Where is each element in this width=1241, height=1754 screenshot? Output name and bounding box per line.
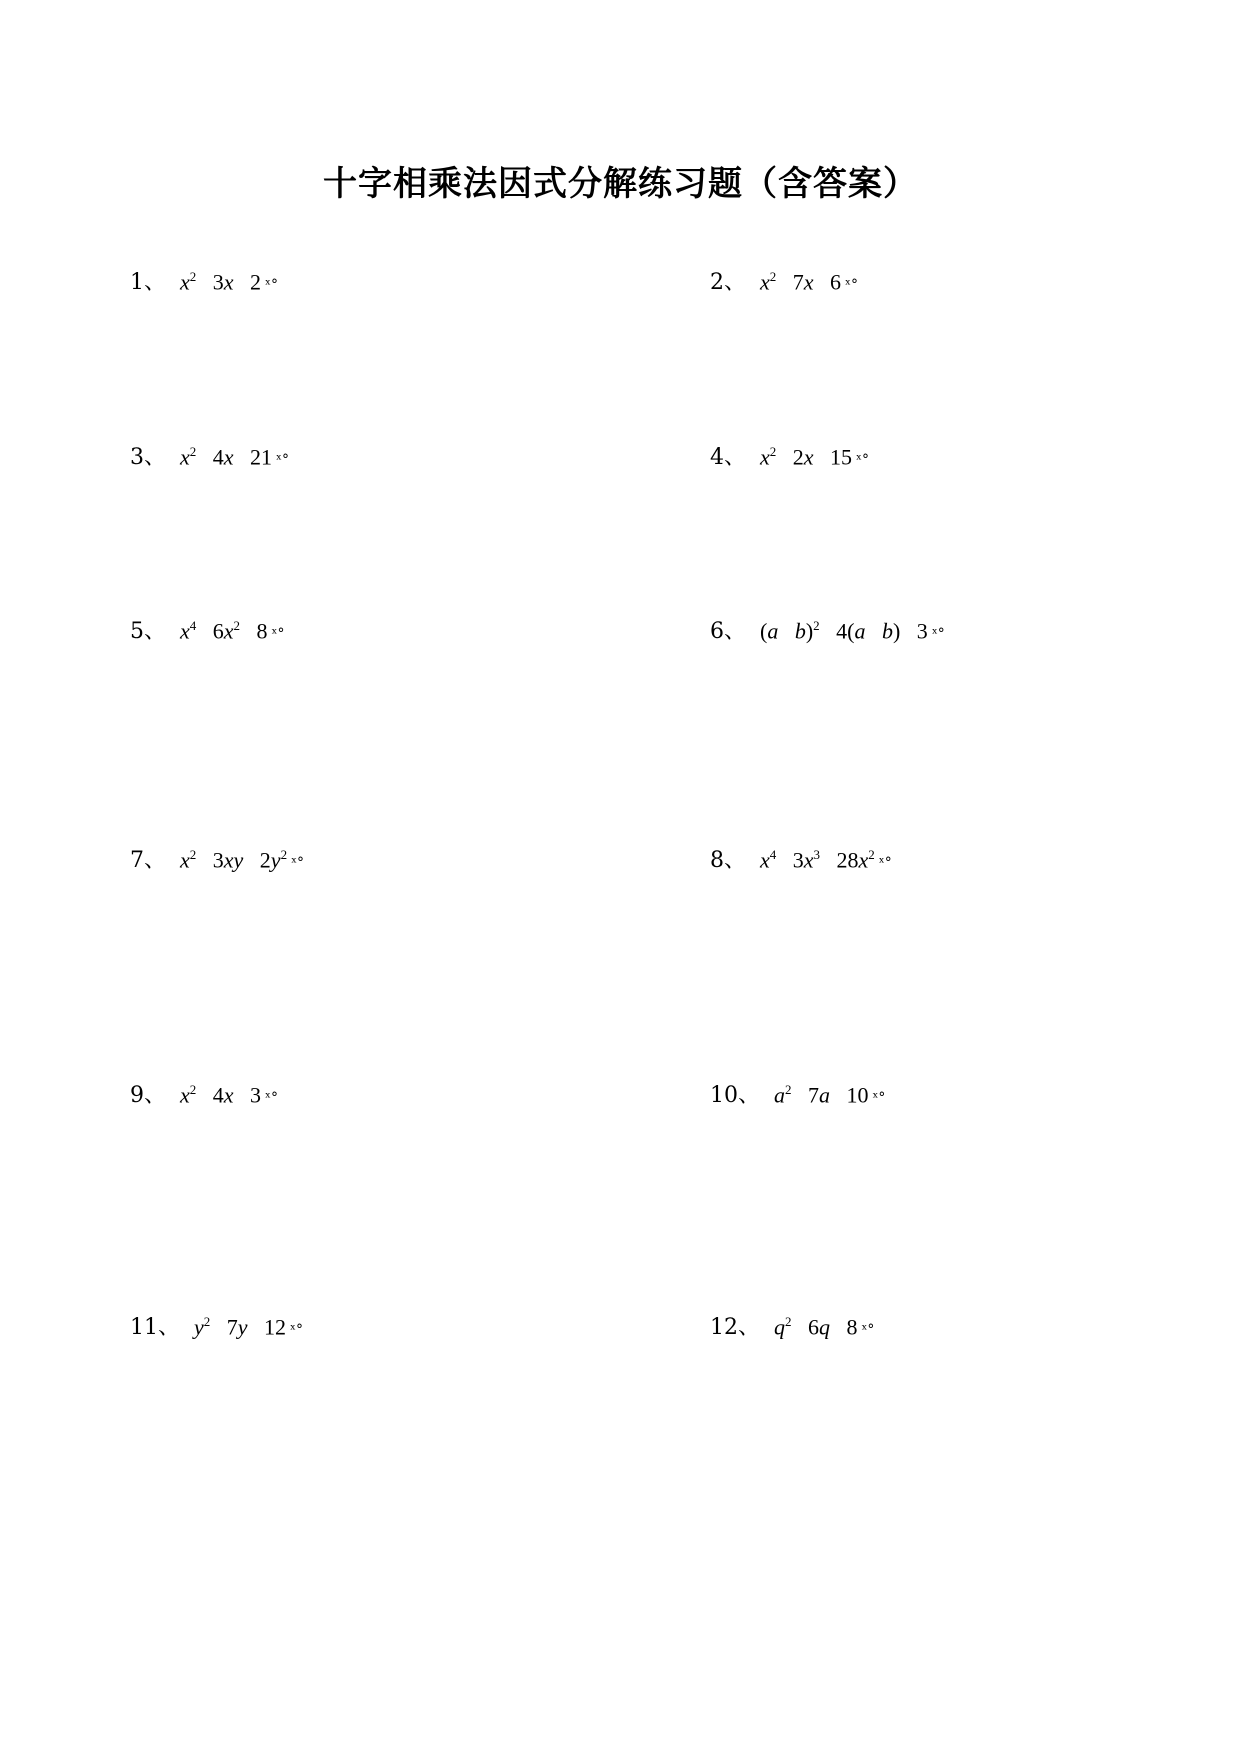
problem-expression: $x^2$ 3x 2 [180,268,262,294]
problem-item [130,614,284,654]
problem-end-mark: ˣ° [872,1090,886,1106]
problem-number: 1、 [130,270,166,295]
problem-expression: $y^2$ 7y 12 [194,1313,287,1339]
problem-item [710,1078,885,1118]
problem-expression: $q^2$ 6q 8 [774,1313,858,1339]
problem-item [130,1310,303,1350]
problem-expression: $a^2$ 7a 10 [774,1081,869,1107]
problem-expression: $x^4$ $6x^2$ 8 [180,617,268,643]
problem-number: 4、 [710,445,746,470]
problem-number: 6、 [710,619,746,644]
problem-number: 5、 [130,619,166,644]
problem-expression: $x^2$ 2x 15 [760,443,853,469]
problem-number: 10、 [710,1083,760,1108]
problem-number: 8、 [710,848,746,873]
problem-end-mark: ˣ° [291,855,304,871]
problem-end-mark: ˣ° [878,855,892,871]
problem-end-mark: ˣ° [931,626,945,642]
problem-end-mark: ˣ° [265,1090,278,1106]
problem-end-mark: ˣ° [861,1322,875,1338]
problem-end-mark: ˣ° [265,277,278,293]
problem-expression: $x^2$ 3xy $2y^2$ [180,846,288,872]
problem-end-mark: ˣ° [290,1322,303,1338]
problem-number: 2、 [710,270,746,295]
problem-expression: $x^2$ 4x 3 [180,1081,262,1107]
problem-number: 12、 [710,1315,760,1340]
problem-number: 11、 [130,1315,180,1340]
problem-number: 9、 [130,1083,166,1108]
problem-end-mark: ˣ° [845,277,858,293]
problem-item [130,440,289,480]
problem-item [130,843,304,883]
problem-item [710,265,858,305]
problem-number: 3、 [130,445,166,470]
problem-end-mark: ˣ° [856,452,869,468]
problem-item [710,614,945,654]
problem-expression: $x^2$ 7x 6 [760,268,842,294]
problem-item [130,1078,278,1118]
problem-item [130,265,278,305]
problem-expression: $x^4$ $3x^3$ $28x^2$ [760,846,875,872]
page-title: 十字相乘法因式分解练习题（含答案） [323,164,918,204]
problem-end-mark: ˣ° [276,452,289,468]
problem-item [710,843,892,883]
problem-expression: (a b)$^2$ 4(a b) 3 [760,617,928,643]
problem-number: 7、 [130,848,166,873]
problem-expression: $x^2$ 4x 21 [180,443,273,469]
problem-item [710,440,869,480]
problem-item [710,1310,874,1350]
problem-end-mark: ˣ° [271,626,285,642]
